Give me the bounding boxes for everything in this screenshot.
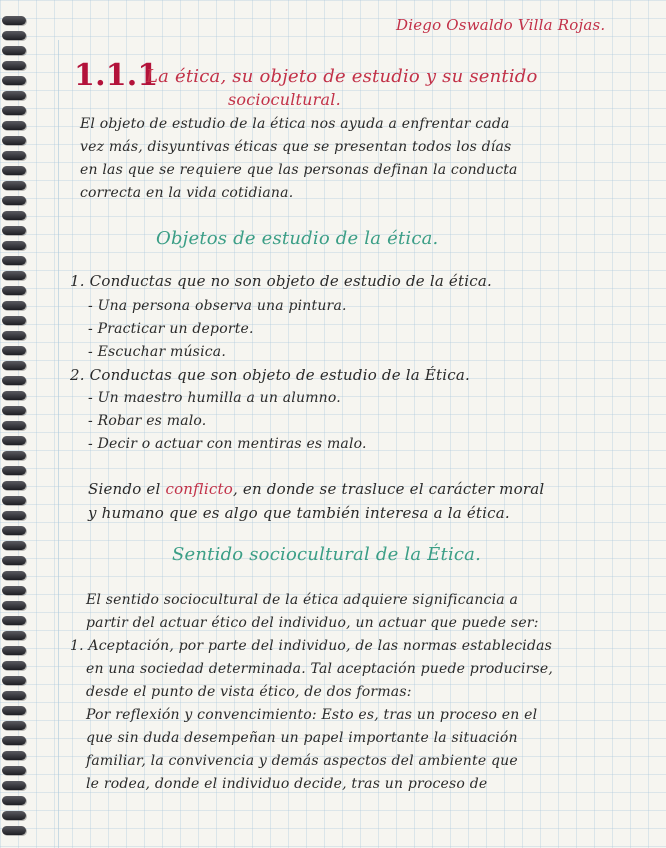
spiral-ring	[2, 571, 26, 580]
spiral-ring	[2, 481, 26, 490]
spiral-ring	[2, 556, 26, 565]
list1-item2: 2. Conductas que son objeto de estudio de la Ética.	[70, 366, 470, 384]
spiral-ring	[2, 271, 26, 280]
margin-line	[58, 40, 59, 848]
spiral-ring	[2, 736, 26, 745]
spiral-ring	[2, 691, 26, 700]
spiral-ring	[2, 451, 26, 460]
spiral-ring	[2, 391, 26, 400]
list1-item2-sub2: - Robar es malo.	[88, 413, 207, 429]
spiral-ring	[2, 811, 26, 820]
spiral-ring	[2, 181, 26, 190]
list1-item1-sub1: - Una persona observa una pintura.	[88, 298, 347, 314]
spiral-ring	[2, 151, 26, 160]
spiral-ring	[2, 376, 26, 385]
body2-line-3: 1. Aceptación, por parte del individuo, de las normas establecidas	[70, 638, 553, 654]
conflict-line-2: y humano que es algo que también interesa a la ética.	[88, 504, 510, 522]
spiral-ring	[2, 196, 26, 205]
spiral-ring	[2, 541, 26, 550]
list1-item2-sub3: - Decir o actuar con mentiras es malo.	[88, 436, 367, 452]
body2-line-6: Por reflexión y convencimiento: Esto es, tras un proceso en el	[86, 707, 538, 723]
spiral-ring	[2, 661, 26, 670]
spiral-ring	[2, 781, 26, 790]
spiral-ring	[2, 406, 26, 415]
spiral-ring	[2, 721, 26, 730]
spiral-ring	[2, 31, 26, 40]
body2-line-4: en una sociedad determinada. Tal aceptación puede producirse,	[86, 661, 553, 677]
intro-line-2: vez más, disyuntivas éticas que se presentan todos los días	[80, 139, 512, 155]
spiral-ring	[2, 421, 26, 430]
spiral-ring	[2, 76, 26, 85]
conflict-text-a: Siendo el	[88, 480, 166, 498]
spiral-ring	[2, 316, 26, 325]
spiral-binding	[0, 10, 30, 848]
spiral-ring	[2, 646, 26, 655]
body2-line-5: desde el punto de vista ético, de dos formas:	[86, 684, 412, 700]
section1-heading: Objetos de estudio de la ética.	[156, 228, 439, 249]
spiral-ring	[2, 586, 26, 595]
spiral-ring	[2, 226, 26, 235]
body2-line-1: El sentido sociocultural de la ética adquiere significancia a	[86, 592, 519, 608]
body2-line-7: que sin duda desempeñan un papel importante la situación	[86, 730, 518, 746]
section2-heading: Sentido sociocultural de la Ética.	[172, 544, 482, 565]
spiral-ring	[2, 436, 26, 445]
title-line-2: sociocultural.	[228, 90, 341, 109]
spiral-ring	[2, 211, 26, 220]
list1-item1-sub3: - Escuchar música.	[88, 344, 226, 360]
spiral-ring	[2, 751, 26, 760]
spiral-ring	[2, 166, 26, 175]
spiral-ring	[2, 361, 26, 370]
spiral-ring	[2, 631, 26, 640]
body2-line-8: familiar, la convivencia y demás aspectos del ambiente que	[86, 753, 518, 769]
spiral-ring	[2, 121, 26, 130]
intro-line-1: El objeto de estudio de la ética nos ayuda a enfrentar cada	[80, 116, 510, 132]
spiral-ring	[2, 616, 26, 625]
spiral-ring	[2, 826, 26, 835]
author-name: Diego Oswaldo Villa Rojas.	[396, 16, 606, 34]
spiral-ring	[2, 796, 26, 805]
spiral-ring	[2, 511, 26, 520]
spiral-ring	[2, 676, 26, 685]
spiral-ring	[2, 706, 26, 715]
spiral-ring	[2, 601, 26, 610]
spiral-ring	[2, 496, 26, 505]
list1-item1: 1. Conductas que no son objeto de estudio de la ética.	[70, 272, 492, 290]
spiral-ring	[2, 526, 26, 535]
conflict-text-b: , en donde se trasluce el carácter moral	[232, 480, 545, 498]
spiral-ring	[2, 106, 26, 115]
spiral-ring	[2, 286, 26, 295]
conflict-line-1	[88, 480, 544, 498]
spiral-ring	[2, 766, 26, 775]
spiral-ring	[2, 91, 26, 100]
conflict-highlight: conflicto	[165, 480, 233, 498]
spiral-ring	[2, 61, 26, 70]
intro-line-3: en las que se requiere que las personas definan la conducta	[80, 162, 518, 178]
spiral-ring	[2, 136, 26, 145]
spiral-ring	[2, 346, 26, 355]
section-number: 1.1.1	[74, 58, 159, 93]
body2-line-9: le rodea, donde el individuo decide, tras un proceso de	[86, 776, 488, 792]
list1-item2-sub1: - Un maestro humilla a un alumno.	[88, 390, 341, 406]
spiral-ring	[2, 46, 26, 55]
spiral-ring	[2, 466, 26, 475]
list1-item1-sub2: - Practicar un deporte.	[88, 321, 254, 337]
title-line-1: La ética, su objeto de estudio y su sentido	[146, 66, 538, 87]
spiral-ring	[2, 301, 26, 310]
spiral-ring	[2, 241, 26, 250]
spiral-ring	[2, 16, 26, 25]
spiral-ring	[2, 331, 26, 340]
intro-line-4: correcta en la vida cotidiana.	[80, 185, 294, 201]
spiral-ring	[2, 256, 26, 265]
body2-line-2: partir del actuar ético del individuo, un actuar que puede ser:	[86, 615, 539, 631]
